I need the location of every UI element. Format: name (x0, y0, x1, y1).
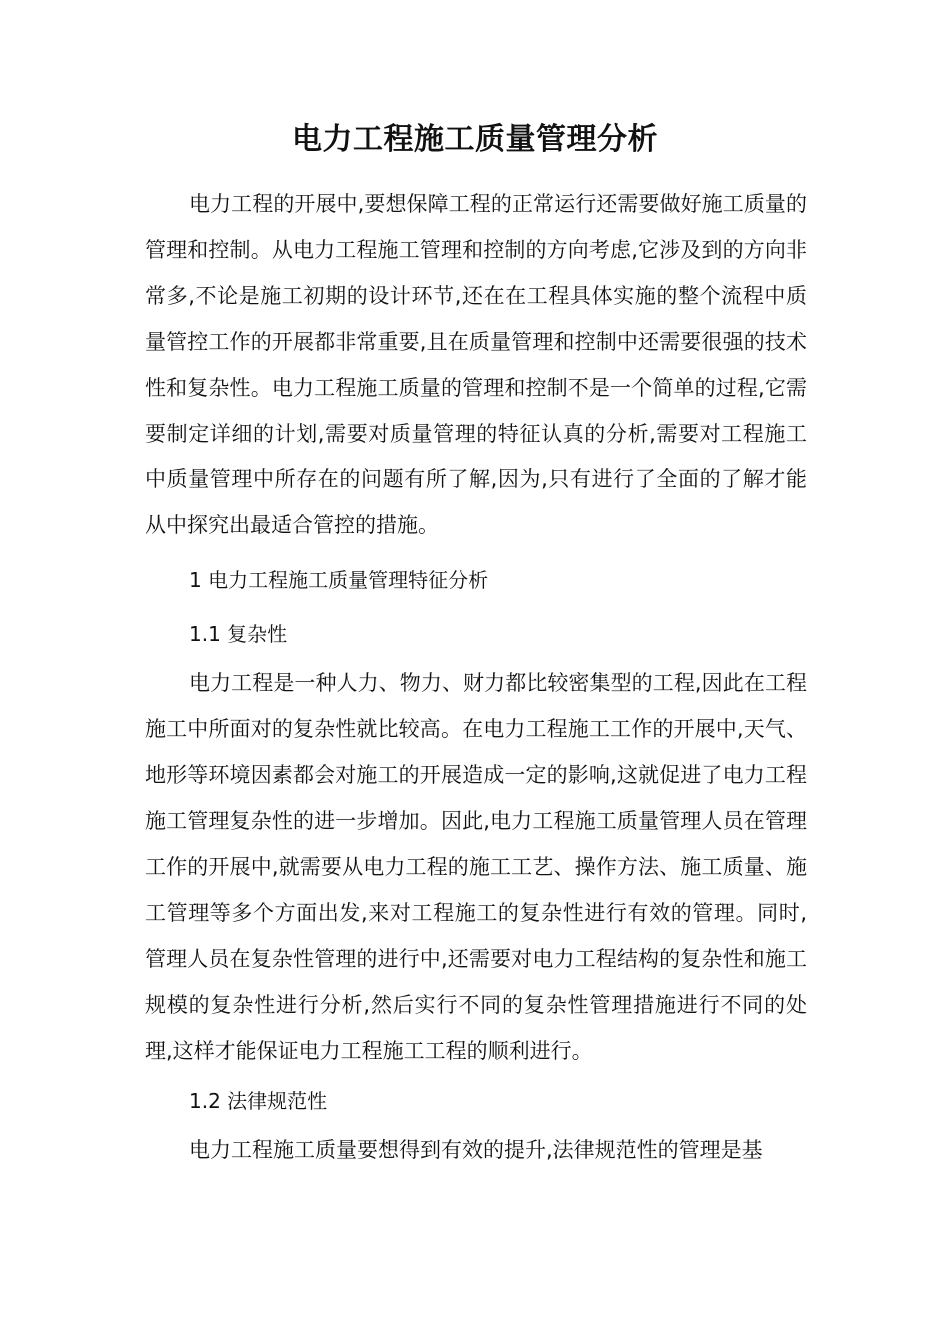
document-title: 电力工程施工质量管理分析 (292, 122, 658, 157)
document-body (145, 182, 807, 1174)
section-1-2-paragraph: 电力工程施工质量要想得到有效的提升,法律规范性的管理是基 (189, 1138, 763, 1163)
section-1-heading: 1 电力工程施工质量管理特征分析 (189, 568, 489, 593)
section-1-1-paragraph: 电力工程是一种人力、物力、财力都比较密集型的工程,因此在工程施工中所面对的复杂性就比较高。在电力工程施工工作的开展中,天气、地形等环境因素都会对施工的开展造成一定的影响,这就促进了电力工程施工管理复杂性的进一步增加。因此,电力工程施工质量管理人员在管理工作的开展中,就需要从电力工程的施工工艺、操作方法、施工质量、施工管理等多个方面出发,来对工程施工的复杂性进行有效的管理。同时,管理人员在复杂性管理的进行中,还需要对电力工程结构的复杂性和施工规模的复杂性进行分析,然后实行不同的复杂性管理措施进行不同的处理,这样才能保证电力工程施工工程的顺利进行。 (145, 671, 807, 1063)
section-1-1-heading: 1.1 复杂性 (189, 622, 288, 647)
intro-paragraph: 电力工程的开展中,要想保障工程的正常运行还需要做好施工质量的管理和控制。从电力工程施工管理和控制的方向考虑,它涉及到的方向非常多,不论是施工初期的设计环节,还在在工程具体实施的整个流程中质量管控工作的开展都非常重要,且在质量管理和控制中还需要很强的技术性和复杂性。电力工程施工质量的管理和控制不是一个简单的过程,它需要制定详细的计划,需要对质量管理的特征认真的分析,需要对工程施工中质量管理中所存在的问题有所了解,因为,只有进行了全面的了解才能从中探究出最适合管控的措施。 (145, 192, 807, 538)
section-1-2-heading: 1.2 法律规范性 (189, 1089, 328, 1114)
